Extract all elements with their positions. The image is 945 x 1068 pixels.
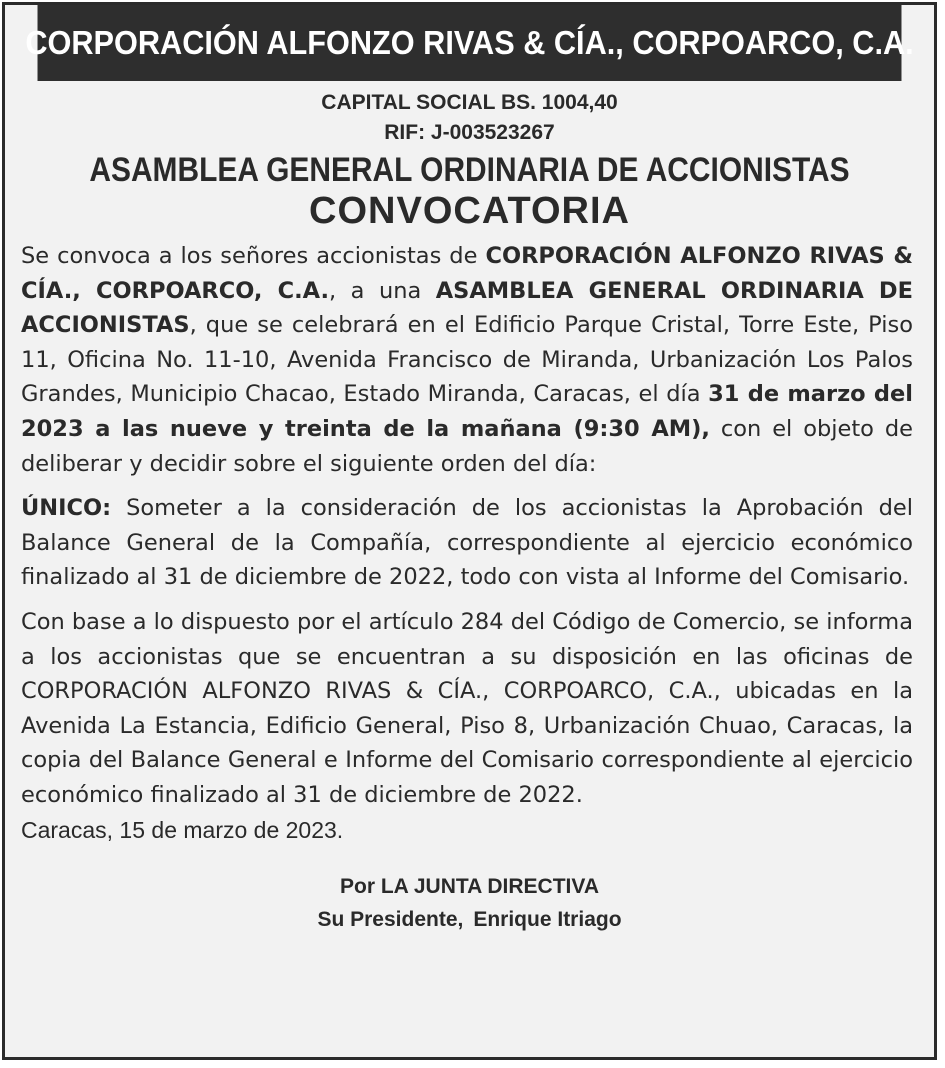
rif-number: RIF: J-003523267 [384, 121, 555, 144]
text-run: con el objeto de deliberar y decidir sobre el siguiente orden del día: [21, 415, 913, 477]
text-run: , a una [329, 277, 436, 304]
signature-block [5, 870, 934, 936]
president-line [5, 903, 934, 936]
agenda-label: ÚNICO: [21, 495, 112, 522]
text-run: Con base a lo dispuesto por el artículo 284 del Código de Comercio, se informa a los accionistas que se encuentran a su disposición en las oficinas de CORPORACIÓN ALFONZO RIVAS & CÍA., CORPOARCO, C.A., ubicadas en la Avenida La Estancia, Edificio General, Piso 8, Urbanización Chuao, Caracas, la copia del Balance General e Informe del Comisario correspondiente al ejercicio económico finalizado al 31 de diciembre de 2022. [21, 608, 913, 808]
text-run: Se convoca a los señores accionistas de [21, 243, 486, 269]
convocation-paragraph [21, 239, 913, 481]
company-name-bold: CORPORACIÓN ALFONZO RIVAS & CÍA., CORPOARCO, C.A. [21, 243, 913, 304]
president-name: Enrique Itriago [473, 907, 622, 931]
company-header [25, 5, 914, 81]
assembly-type-bold: ASAMBLEA GENERAL ORDINARIA DE ACCIONISTAS [21, 277, 913, 339]
agenda-paragraph [21, 491, 913, 595]
meeting-date-bold: 31 de marzo del 2023 a las nueve y treinta de la mañana (9:30 AM), [21, 381, 913, 442]
board-line: Por LA JUNTA DIRECTIVA [339, 874, 599, 898]
convocatoria-title: CONVOCATORIA [309, 190, 630, 232]
notice-body [21, 239, 913, 813]
president-role: Su Presidente, [317, 907, 464, 931]
text-run: , que se celebrará en el Edificio Parque Cristal, Torre Este, Piso 11, Oficina No. 11-10, Avenida Francisco de Miranda, Urbanización Los Palos Grandes, Municipio Chacao, Estado Miranda, Caracas, el día [21, 312, 913, 408]
assembly-title: ASAMBLEA GENERAL ORDINARIA DE ACCIONISTAS [89, 151, 850, 189]
legal-notice [2, 2, 937, 1060]
company-name: CORPORACIÓN ALFONZO RIVAS & CÍA., CORPOARCO, C.A. [25, 24, 914, 61]
capital-social: CAPITAL SOCIAL BS. 1004,40 [321, 91, 618, 114]
place-date: Caracas, 15 de marzo de 2023. [21, 816, 344, 843]
documents-paragraph [21, 605, 913, 813]
text-run: Someter a la consideración de los accionistas la Aprobación del Balance General de la Compañía, correspondiente al ejercicio económico finalizado al 31 de diciembre de 2022, todo con vista al Informe del Comisario. [21, 495, 913, 591]
